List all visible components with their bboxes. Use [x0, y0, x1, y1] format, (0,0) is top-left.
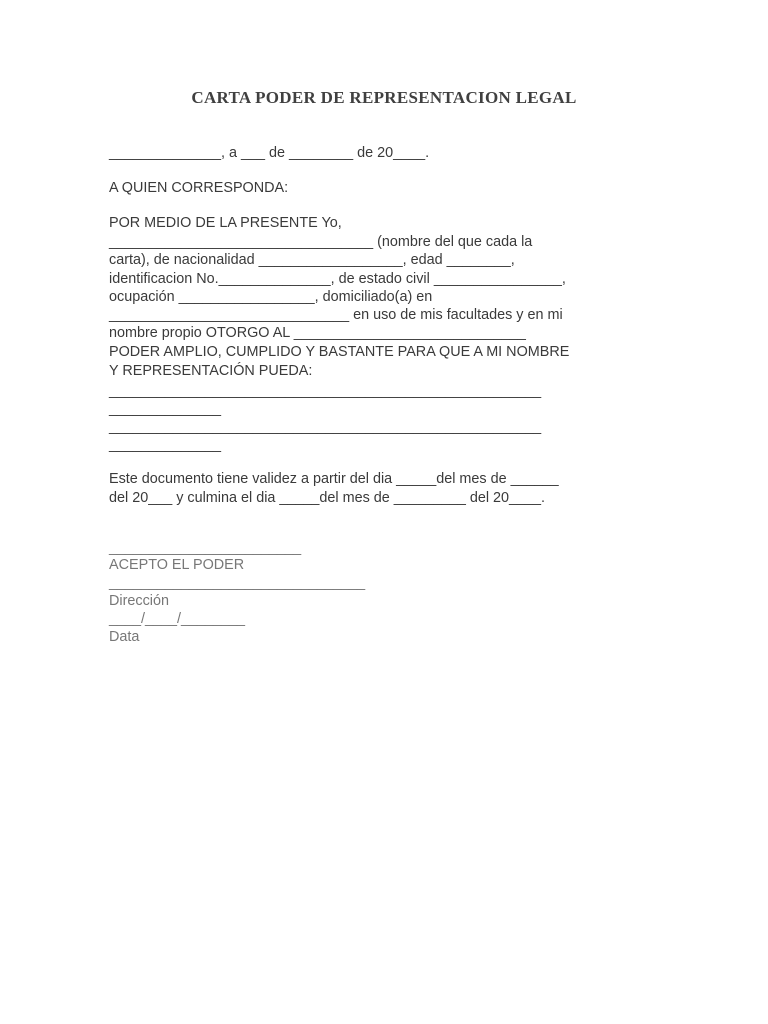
body-line: ______________________________________________________ [109, 419, 542, 435]
document-title: CARTA PODER DE REPRESENTACION LEGAL [191, 88, 577, 107]
body-line: ______________ [109, 437, 222, 453]
address-label: Dirección [109, 593, 169, 609]
body-line: POR MEDIO DE LA PRESENTE Yo, [109, 215, 342, 231]
signature-line: ________________________ [109, 540, 302, 556]
address-line: ________________________________ [109, 575, 366, 591]
body-line: ocupación _________________, domiciliado(a) en [109, 289, 433, 305]
salutation: A QUIEN CORRESPONDA: [109, 180, 289, 196]
body-line: identificacion No.______________, de estado civil ________________, [109, 271, 566, 287]
accept-label: ACEPTO EL PODER [109, 557, 245, 573]
body-line: PODER AMPLIO, CUMPLIDO Y BASTANTE PARA QUE A MI NOMBRE [109, 344, 570, 360]
validity-line: Este documento tiene validez a partir del dia _____del mes de ______ [109, 471, 559, 487]
body-line: carta), de nacionalidad __________________, edad ________, [109, 252, 515, 268]
body-line: ______________ [109, 401, 222, 417]
body-line: ______________________________ en uso de mis facultades y en mi [109, 307, 563, 323]
body-line: _________________________________ (nombre del que cada la [109, 234, 533, 250]
date-blank: ____/____/________ [109, 611, 246, 627]
body-line: Y REPRESENTACIÓN PUEDA: [109, 363, 313, 379]
date-label: Data [109, 629, 140, 645]
date-line: ______________, a ___ de ________ de 20____. [109, 145, 430, 161]
body-line: nombre propio OTORGO AL _____________________________ [109, 325, 526, 341]
body-line: ______________________________________________________ [109, 383, 542, 399]
validity-line: del 20___ y culmina el dia _____del mes de _________ del 20____. [109, 490, 546, 506]
